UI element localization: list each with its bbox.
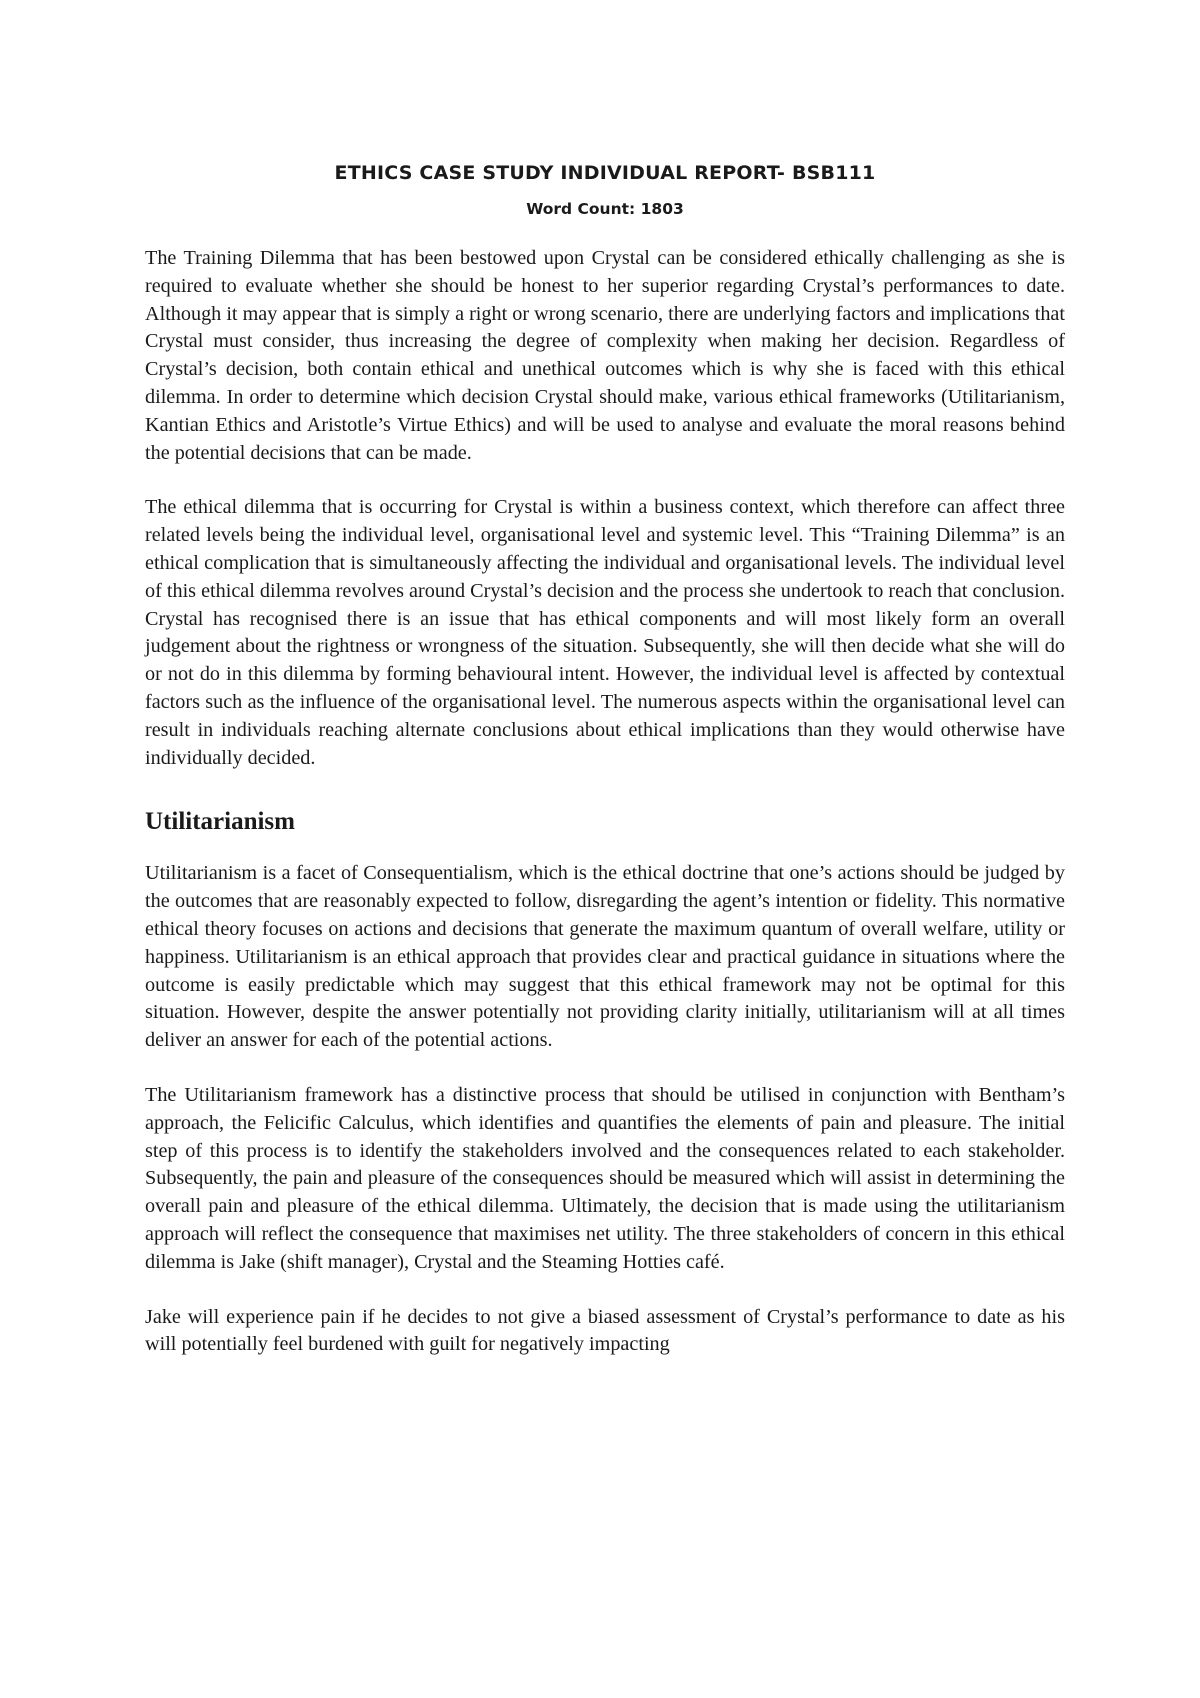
paragraph-utilitarianism-3: Jake will experience pain if he decides to not give a biased assessment of Crystal’s performance to date as his will potentially feel burdened with guilt for negatively impacting [145, 1305, 1065, 1356]
paragraph-utilitarianism-1: Utilitarianism is a facet of Consequentialism, which is the ethical doctrine that one’s actions should be judged by the outcomes that are reasonably expected to follow, disregarding the agent’s intention or fidelity. This normative ethical theory focuses on actions and decisions that generate the maximum quantum of overall welfare, utility or happiness. Utilitarianism is an ethical approach that provides clear and practical guidance in situations where the outcome is easily predictable which may suggest that this ethical framework may not be optimal for this situation. However, despite the answer potentially not providing clarity initially, utilitarianism will at all times deliver an answer for each of the potential actions. [145, 862, 1065, 1052]
paragraph-intro-1: The Training Dilemma that has been bestowed upon Crystal can be considered ethically challenging as she is required to evaluate whether she should be honest to her superior regarding Crystal’s performances to date. Although it may appear that is simply a right or wrong scenario, there are underlying factors and implications that Crystal must consider, thus increasing the degree of complexity when making her decision. Regardless of Crystal’s decision, both contain ethical and unethical outcomes which is why she is faced with this ethical dilemma. In order to determine which decision Crystal should make, various ethical frameworks (Utilitarianism, Kantian Ethics and Aristotle’s Virtue Ethics) and will be used to analyse and evaluate the moral reasons behind the potential decisions that can be made. [145, 247, 1065, 464]
paragraph-utilitarianism-2: The Utilitarianism framework has a distinctive process that should be utilised in conjunction with Bentham’s approach, the Felicific Calculus, which identifies and quantifies the elements of pain and pleasure. The initial step of this process is to identify the stakeholders involved and the consequences related to each stakeholder. Subsequently, the pain and pleasure of the consequences should be measured which will assist in determining the overall pain and pleasure of the ethical dilemma. Ultimately, the decision that is made using the utilitarianism approach will reflect the consequence that maximises net utility. The three stakeholders of concern in this ethical dilemma is Jake (shift manager), Crystal and the Steaming Hotties café. [145, 1083, 1065, 1273]
paragraph-intro-2: The ethical dilemma that is occurring for Crystal is within a business context, which therefore can affect three related levels being the individual level, organisational level and systemic level. This “Training Dilemma” is an ethical complication that is simultaneously affecting the individual and organisational levels. The individual level of this ethical dilemma revolves around Crystal’s decision and the process she undertook to reach that conclusion. Crystal has recognised there is an issue that has ethical components and will most likely form an overall judgement about the rightness or wrongness of the situation. Subsequently, she will then decide what she will do or not do in this dilemma by forming behavioural intent. However, the individual level is affected by contextual factors such as the influence of the organisational level. The numerous aspects within the organisational level can result in individuals reaching alternate conclusions about ethical implications than they would otherwise have individually decided. [145, 496, 1065, 769]
word-count: Word Count: 1803 [526, 200, 684, 218]
document-title: ETHICS CASE STUDY INDIVIDUAL REPORT- BSB111 [334, 162, 876, 184]
section-heading-utilitarianism: Utilitarianism [145, 808, 295, 836]
document-page [145, 150, 1065, 1386]
